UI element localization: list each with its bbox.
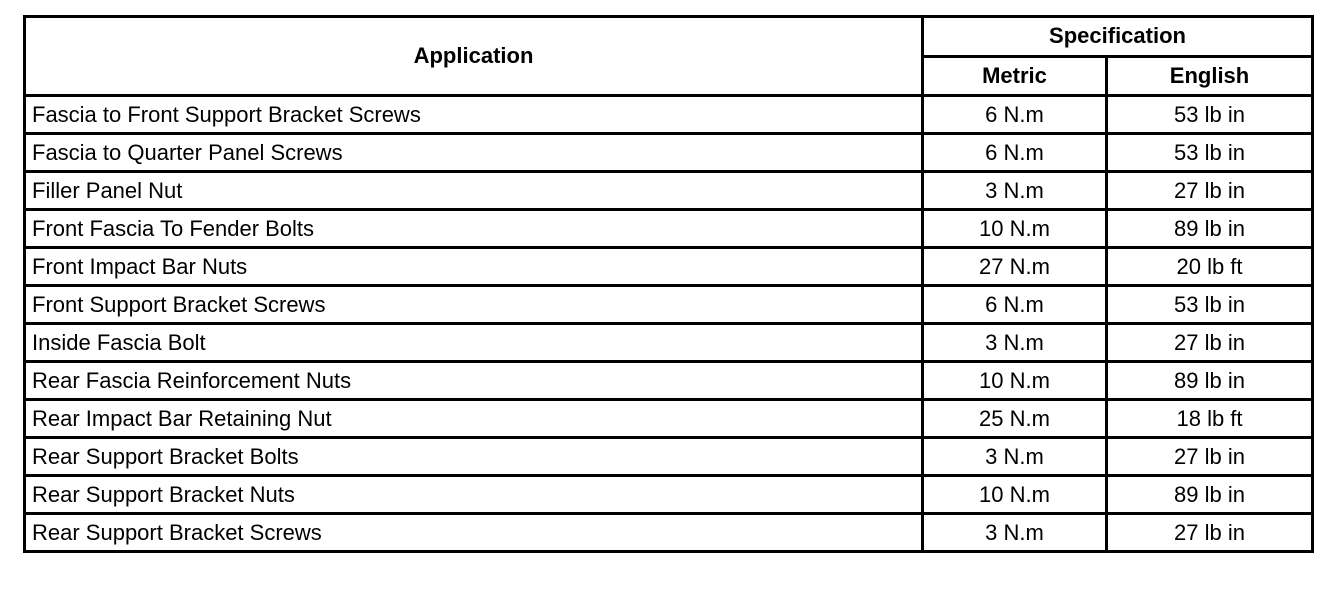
application-cell: Rear Fascia Reinforcement Nuts bbox=[25, 362, 923, 400]
table-row bbox=[25, 362, 1313, 400]
metric-cell: 27 N.m bbox=[923, 248, 1107, 286]
table-row bbox=[25, 286, 1313, 324]
metric-cell: 6 N.m bbox=[923, 286, 1107, 324]
table-row bbox=[25, 438, 1313, 476]
application-cell: Inside Fascia Bolt bbox=[25, 324, 923, 362]
header-row-top bbox=[25, 17, 1313, 57]
application-cell: Fascia to Quarter Panel Screws bbox=[25, 134, 923, 172]
english-cell: 53 lb in bbox=[1107, 96, 1313, 134]
metric-cell: 10 N.m bbox=[923, 362, 1107, 400]
application-cell: Filler Panel Nut bbox=[25, 172, 923, 210]
specification-header: Specification bbox=[923, 17, 1313, 57]
english-cell: 89 lb in bbox=[1107, 476, 1313, 514]
table-body bbox=[25, 96, 1313, 552]
table-header bbox=[25, 17, 1313, 96]
table-row bbox=[25, 96, 1313, 134]
metric-cell: 3 N.m bbox=[923, 324, 1107, 362]
application-cell: Rear Impact Bar Retaining Nut bbox=[25, 400, 923, 438]
application-cell: Front Fascia To Fender Bolts bbox=[25, 210, 923, 248]
english-header: English bbox=[1107, 56, 1313, 96]
english-cell: 53 lb in bbox=[1107, 134, 1313, 172]
table-row bbox=[25, 210, 1313, 248]
english-cell: 53 lb in bbox=[1107, 286, 1313, 324]
table-row bbox=[25, 324, 1313, 362]
metric-cell: 6 N.m bbox=[923, 96, 1107, 134]
metric-cell: 10 N.m bbox=[923, 476, 1107, 514]
table-row bbox=[25, 172, 1313, 210]
english-cell: 27 lb in bbox=[1107, 172, 1313, 210]
table-row bbox=[25, 134, 1313, 172]
application-cell: Fascia to Front Support Bracket Screws bbox=[25, 96, 923, 134]
application-cell: Rear Support Bracket Nuts bbox=[25, 476, 923, 514]
metric-cell: 6 N.m bbox=[923, 134, 1107, 172]
metric-cell: 25 N.m bbox=[923, 400, 1107, 438]
table-row bbox=[25, 514, 1313, 552]
table-row bbox=[25, 476, 1313, 514]
metric-cell: 10 N.m bbox=[923, 210, 1107, 248]
english-cell: 27 lb in bbox=[1107, 438, 1313, 476]
metric-header: Metric bbox=[923, 56, 1107, 96]
metric-cell: 3 N.m bbox=[923, 172, 1107, 210]
metric-cell: 3 N.m bbox=[923, 438, 1107, 476]
application-cell: Front Impact Bar Nuts bbox=[25, 248, 923, 286]
english-cell: 89 lb in bbox=[1107, 210, 1313, 248]
fastener-tightening-spec-table bbox=[23, 15, 1314, 553]
application-header: Application bbox=[25, 17, 923, 96]
english-cell: 27 lb in bbox=[1107, 324, 1313, 362]
table-row bbox=[25, 248, 1313, 286]
table-row bbox=[25, 400, 1313, 438]
application-cell: Front Support Bracket Screws bbox=[25, 286, 923, 324]
application-cell: Rear Support Bracket Screws bbox=[25, 514, 923, 552]
english-cell: 27 lb in bbox=[1107, 514, 1313, 552]
english-cell: 20 lb ft bbox=[1107, 248, 1313, 286]
english-cell: 18 lb ft bbox=[1107, 400, 1313, 438]
application-cell: Rear Support Bracket Bolts bbox=[25, 438, 923, 476]
english-cell: 89 lb in bbox=[1107, 362, 1313, 400]
metric-cell: 3 N.m bbox=[923, 514, 1107, 552]
